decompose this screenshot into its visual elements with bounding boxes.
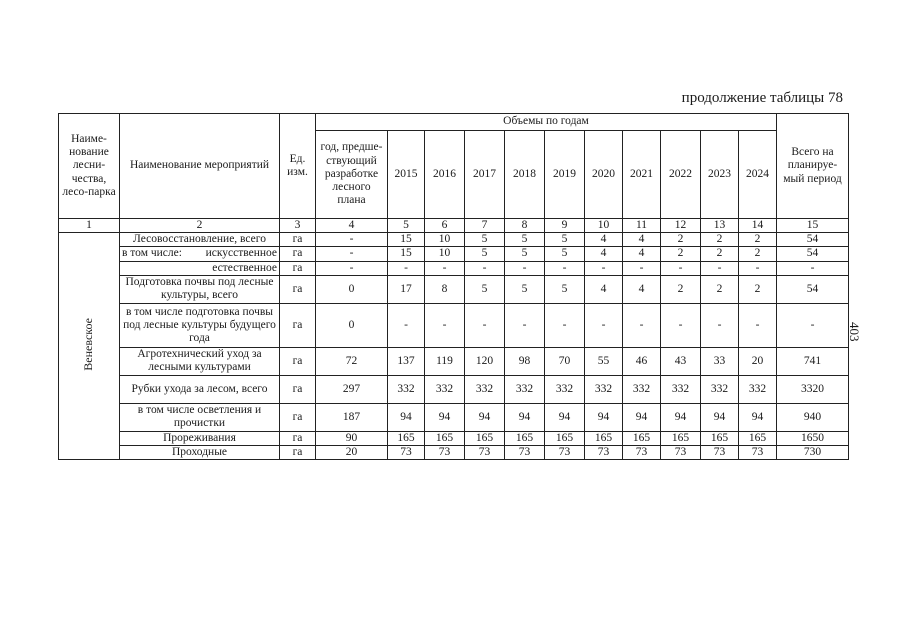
year-value: 5 <box>505 275 545 303</box>
year-value: 165 <box>585 431 623 445</box>
year-value: 137 <box>388 347 425 375</box>
column-number: 13 <box>701 219 739 233</box>
header-year: 2021 <box>623 131 661 219</box>
year-value: 98 <box>505 347 545 375</box>
year-value: 2 <box>701 247 739 261</box>
table-row <box>59 375 849 403</box>
column-number: 6 <box>425 219 465 233</box>
year-value: 5 <box>545 247 585 261</box>
header-total: Всего на планируе-мый период <box>777 114 849 219</box>
year-value: 165 <box>388 431 425 445</box>
table-caption: продолжение таблицы 78 <box>681 90 843 106</box>
column-number: 11 <box>623 219 661 233</box>
total-value: 54 <box>777 233 849 247</box>
header-year: 2023 <box>701 131 739 219</box>
year-value: 10 <box>425 233 465 247</box>
column-numbering-row <box>59 219 849 233</box>
table-row <box>59 446 849 460</box>
year-value: - <box>661 303 701 347</box>
forestry-cell <box>59 233 120 460</box>
prev-year-value: 0 <box>316 275 388 303</box>
column-number: 15 <box>777 219 849 233</box>
year-value: - <box>739 261 777 275</box>
year-value: 94 <box>388 403 425 431</box>
year-value: 4 <box>585 233 623 247</box>
header-year: 2019 <box>545 131 585 219</box>
year-value: - <box>701 303 739 347</box>
year-value: 46 <box>623 347 661 375</box>
year-value: 119 <box>425 347 465 375</box>
header-year: 2024 <box>739 131 777 219</box>
unit-cell: га <box>280 431 316 445</box>
year-value: 73 <box>623 446 661 460</box>
year-value: 73 <box>505 446 545 460</box>
total-value: 741 <box>777 347 849 375</box>
year-value: 5 <box>465 233 505 247</box>
prev-year-value: - <box>316 261 388 275</box>
activity-name: Подготовка почвы под лесные культуры, всего <box>120 275 280 303</box>
year-value: 332 <box>585 375 623 403</box>
year-value: 165 <box>425 431 465 445</box>
unit-cell: га <box>280 303 316 347</box>
column-number: 4 <box>316 219 388 233</box>
header-prev-year: год, предше-ствующий разработке лесного плана <box>316 131 388 219</box>
header-year: 2016 <box>425 131 465 219</box>
table-row <box>59 431 849 445</box>
year-value: 165 <box>505 431 545 445</box>
table-row <box>59 233 849 247</box>
year-value: 94 <box>425 403 465 431</box>
year-value: 33 <box>701 347 739 375</box>
column-number: 7 <box>465 219 505 233</box>
year-value: 73 <box>585 446 623 460</box>
header-year: 2017 <box>465 131 505 219</box>
year-value: 332 <box>701 375 739 403</box>
year-value: - <box>545 303 585 347</box>
prev-year-value: 187 <box>316 403 388 431</box>
year-value: - <box>465 303 505 347</box>
activity-name: Лесовосстановление, всего <box>120 233 280 247</box>
unit-cell: га <box>280 403 316 431</box>
year-value: - <box>661 261 701 275</box>
year-value: 73 <box>465 446 505 460</box>
unit-cell: га <box>280 247 316 261</box>
year-value: 332 <box>505 375 545 403</box>
year-value: 2 <box>701 275 739 303</box>
year-value: 4 <box>623 275 661 303</box>
total-value: 1650 <box>777 431 849 445</box>
year-value: - <box>585 303 623 347</box>
activity-name: в том числе подготовка почвы под лесные культуры будущего года <box>120 303 280 347</box>
page-number: 403 <box>847 322 862 342</box>
year-value: - <box>585 261 623 275</box>
total-value: 3320 <box>777 375 849 403</box>
year-value: 94 <box>465 403 505 431</box>
year-value: - <box>465 261 505 275</box>
year-value: - <box>425 261 465 275</box>
unit-cell: га <box>280 233 316 247</box>
year-value: 120 <box>465 347 505 375</box>
forest-activities-table <box>58 113 849 460</box>
year-value: 20 <box>739 347 777 375</box>
prev-year-value: 0 <box>316 303 388 347</box>
header-year: 2020 <box>585 131 623 219</box>
column-number: 14 <box>739 219 777 233</box>
activity-name: естественное <box>120 261 280 275</box>
table-row <box>59 403 849 431</box>
year-value: 5 <box>545 275 585 303</box>
year-value: - <box>739 303 777 347</box>
activity-name <box>120 247 280 261</box>
year-value: 5 <box>545 233 585 247</box>
year-value: 2 <box>739 247 777 261</box>
total-value: - <box>777 303 849 347</box>
year-value: 70 <box>545 347 585 375</box>
year-value: 332 <box>465 375 505 403</box>
prev-year-value: 72 <box>316 347 388 375</box>
year-value: 5 <box>505 233 545 247</box>
forestry-name: Веневское <box>81 317 96 371</box>
year-value: 73 <box>739 446 777 460</box>
column-number: 8 <box>505 219 545 233</box>
year-value: 4 <box>623 233 661 247</box>
prev-year-value: 297 <box>316 375 388 403</box>
year-value: - <box>623 261 661 275</box>
year-value: 94 <box>623 403 661 431</box>
activity-name-split <box>122 247 277 260</box>
header-year: 2018 <box>505 131 545 219</box>
column-number: 12 <box>661 219 701 233</box>
header-activity: Наименование мероприятий <box>120 114 280 219</box>
prev-year-value: - <box>316 233 388 247</box>
year-value: 2 <box>661 233 701 247</box>
header-volumes-group: Объемы по годам <box>316 114 777 131</box>
column-number: 10 <box>585 219 623 233</box>
table-row <box>59 275 849 303</box>
table-row <box>59 303 849 347</box>
year-value: 94 <box>545 403 585 431</box>
year-value: 165 <box>545 431 585 445</box>
year-value: 165 <box>701 431 739 445</box>
table-row <box>59 347 849 375</box>
year-value: 2 <box>701 233 739 247</box>
year-value: 332 <box>388 375 425 403</box>
year-value: 165 <box>623 431 661 445</box>
prev-year-value: 90 <box>316 431 388 445</box>
year-value: - <box>505 261 545 275</box>
year-value: 5 <box>505 247 545 261</box>
year-value: 5 <box>465 247 505 261</box>
column-number: 1 <box>59 219 120 233</box>
year-value: 10 <box>425 247 465 261</box>
header-year: 2022 <box>661 131 701 219</box>
year-value: - <box>623 303 661 347</box>
total-value: 940 <box>777 403 849 431</box>
total-value: 730 <box>777 446 849 460</box>
unit-cell: га <box>280 275 316 303</box>
year-value: 165 <box>465 431 505 445</box>
activity-name: в том числе осветления и прочистки <box>120 403 280 431</box>
year-value: 94 <box>739 403 777 431</box>
year-value: 15 <box>388 247 425 261</box>
activity-name-suffix: искусственное <box>205 247 277 260</box>
year-value: 332 <box>661 375 701 403</box>
year-value: 5 <box>465 275 505 303</box>
total-value: 54 <box>777 247 849 261</box>
activity-name: Агротехнический уход за лесными культурами <box>120 347 280 375</box>
year-value: 165 <box>661 431 701 445</box>
header-forestry: Наиме-нование лесни-чества, лесо-парка <box>59 114 120 219</box>
activity-name: Рубки ухода за лесом, всего <box>120 375 280 403</box>
year-value: 94 <box>701 403 739 431</box>
prev-year-value: 20 <box>316 446 388 460</box>
year-value: 55 <box>585 347 623 375</box>
year-value: - <box>388 303 425 347</box>
year-value: 43 <box>661 347 701 375</box>
year-value: 332 <box>545 375 585 403</box>
year-value: 4 <box>585 247 623 261</box>
total-value: 54 <box>777 275 849 303</box>
year-value: - <box>545 261 585 275</box>
year-value: 332 <box>425 375 465 403</box>
activity-name: Проходные <box>120 446 280 460</box>
column-number: 3 <box>280 219 316 233</box>
year-value: 165 <box>739 431 777 445</box>
year-value: 94 <box>505 403 545 431</box>
year-value: 17 <box>388 275 425 303</box>
total-value: - <box>777 261 849 275</box>
year-value: 332 <box>623 375 661 403</box>
year-value: 73 <box>661 446 701 460</box>
year-value: - <box>505 303 545 347</box>
year-value: 15 <box>388 233 425 247</box>
year-value: 4 <box>585 275 623 303</box>
year-value: - <box>701 261 739 275</box>
column-number: 5 <box>388 219 425 233</box>
column-number: 9 <box>545 219 585 233</box>
activity-name: Прореживания <box>120 431 280 445</box>
unit-cell: га <box>280 446 316 460</box>
column-number: 2 <box>120 219 280 233</box>
table-row <box>59 247 849 261</box>
prev-year-value: - <box>316 247 388 261</box>
year-value: 2 <box>661 247 701 261</box>
year-value: 2 <box>739 275 777 303</box>
year-value: 2 <box>739 233 777 247</box>
unit-cell: га <box>280 375 316 403</box>
year-value: 332 <box>739 375 777 403</box>
header-year: 2015 <box>388 131 425 219</box>
year-value: 73 <box>545 446 585 460</box>
activity-name-prefix: в том числе: <box>122 247 182 260</box>
year-value: - <box>388 261 425 275</box>
table-row <box>59 261 849 275</box>
year-value: 2 <box>661 275 701 303</box>
year-value: 73 <box>701 446 739 460</box>
unit-cell: га <box>280 261 316 275</box>
header-unit: Ед. изм. <box>280 114 316 219</box>
year-value: 73 <box>425 446 465 460</box>
year-value: 4 <box>623 247 661 261</box>
year-value: 94 <box>585 403 623 431</box>
year-value: 8 <box>425 275 465 303</box>
year-value: - <box>425 303 465 347</box>
year-value: 94 <box>661 403 701 431</box>
year-value: 73 <box>388 446 425 460</box>
unit-cell: га <box>280 347 316 375</box>
